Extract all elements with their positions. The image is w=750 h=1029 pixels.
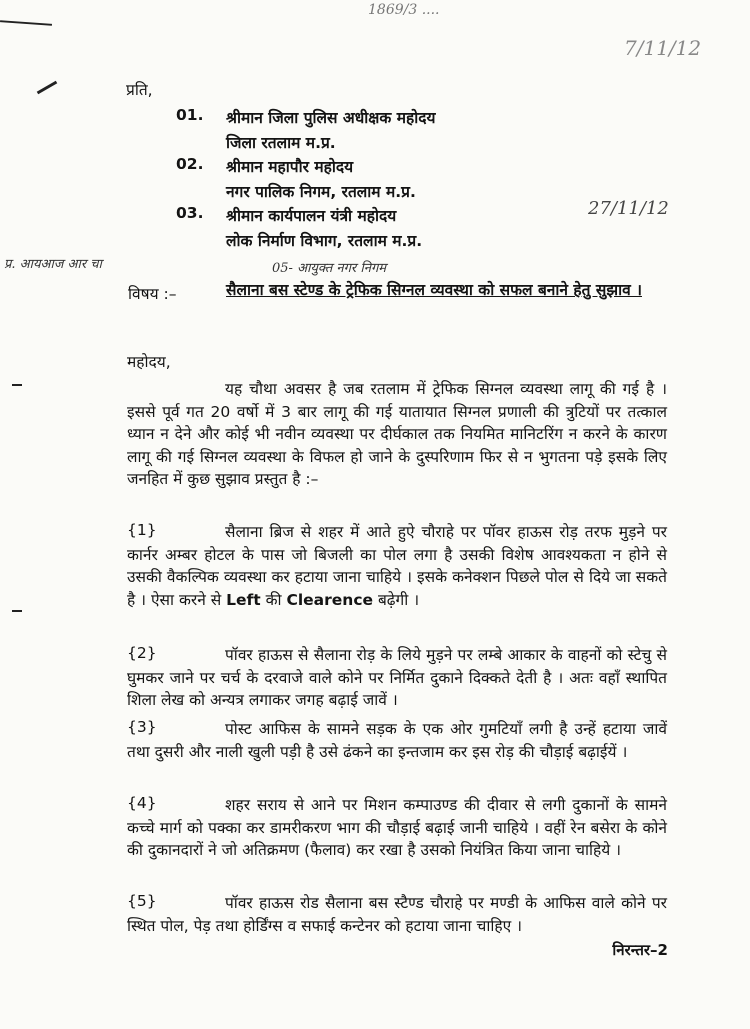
intro-paragraph bbox=[127, 378, 667, 491]
intro-text: यह चौथा अवसर है जब रतलाम में ट्रेफिक सिग्नल व्यवस्था लागू की गई है । इससे पूर्व गत 20 वर्षो में 3 बार लागू की गई यातायात सिग्नल प्रणाली की त्रुटियों पर तत्काल ध्यान न देने और कोई भी नवीन व्यवस्था पर दीर्घकाल तक नियमित मानिटरिंग न करने के कारण लागू की गई सिग्नल व्यवस्था के विफल हो जाने के दुस्परिणाम फिर से न भुगतना पड़े इसके लिए जनहित में कुछ सुझाव प्रस्तुत है :– bbox=[127, 380, 667, 488]
margin-mark bbox=[0, 20, 52, 26]
item-text-bold: Left bbox=[226, 590, 261, 609]
handwritten-date: 27/11/12 bbox=[588, 198, 669, 219]
addressee-prefix: प्रति, bbox=[126, 81, 153, 99]
item-number: {2} bbox=[127, 644, 157, 662]
handwritten-date-top: 7/11/12 bbox=[624, 36, 702, 60]
item-text: शहर सराय से आने पर मिशन कम्पाउण्ड की दीवार से लगी दुकानों के सामने कच्चे मार्ग को पक्का कर डामरीकरण भाग की चौड़ाई बढ़ाई जानी चाहिये । वहीं रेन बसेरा के कोने की दुकानदारों ने जो अतिक्रमण (फैलाव) कर रखा है उसको नियंत्रित किया जाना चाहिये । bbox=[127, 796, 667, 859]
salutation: महोदय, bbox=[127, 353, 171, 371]
recipient-title: श्रीमान जिला पुलिस अधीक्षक महोदय bbox=[226, 109, 436, 127]
recipient-number: 01. bbox=[176, 106, 204, 124]
suggestion-item bbox=[127, 718, 667, 763]
item-text: पोस्ट आफिस के सामने सड़क के एक ओर गुमटियॉं लगी है उन्हें हटाया जावें तथा दुसरी और नाली खुली पड़ी है उसे ढंकने का इन्तजाम कर इस रोड़ की चौड़ाई बढ़ाईयें । bbox=[127, 720, 667, 761]
margin-mark bbox=[12, 384, 22, 386]
suggestion-item bbox=[127, 892, 667, 937]
handwritten-margin-note: प्र. आयआज आर चा bbox=[4, 257, 102, 272]
recipient-number: 03. bbox=[176, 204, 204, 222]
item-text: पॉवर हाऊस से सैलाना रोड़ के लिये मुड़ने पर लम्बे आकार के वाहनों को स्टेचु से घुमकर जाने पर चर्च के दरवाजे वाले कोने पर निर्मित दुकाने दिक्कते देती है । अतः वहॉं स्थापित शिला लेख को अन्यत्र लगाकर जगह बढ़ाई जावें । bbox=[127, 646, 667, 709]
recipient-title: श्रीमान कार्यपालन यंत्री महोदय bbox=[226, 207, 397, 225]
item-text: बढ़ेगी । bbox=[373, 590, 420, 609]
suggestion-item bbox=[127, 521, 667, 611]
item-text: पॉवर हाऊस रोड सैलाना बस स्टैण्ड चौराहे पर मण्डी के आफिस वाले कोने पर स्थित पोल, पेड़ तथा होर्डिंग्स व सफाई कन्टेनर को हटाया जाना चाहिए । bbox=[127, 894, 667, 935]
margin-mark bbox=[12, 610, 22, 612]
recipient-title: श्रीमान महापौर महोदय bbox=[226, 158, 354, 176]
item-number: {5} bbox=[127, 892, 157, 910]
subject-text: सैलाना बस स्टेण्ड के ट्रेफिक सिग्नल व्यवस्था को सफल बनाने हेतु सुझाव । bbox=[226, 281, 642, 299]
item-number: {3} bbox=[127, 718, 157, 736]
continued-marker: निरन्तर–2 bbox=[612, 941, 668, 959]
item-text: सैलाना ब्रिज से शहर में आते हुऐ चौराहे पर पॉवर हाऊस रोड़ तरफ मुड़ने पर कार्नर अम्बर होटल के पास जो बिजली का पोल लगा है उसकी विशेष आवश्यकता न होने से उसकी वैकल्पिक व्यवस्था कर हटाया जाना चाहिये । इसके कनेक्शन पिछले पोल से दिये जा सकते है । ऐसा करने से bbox=[127, 523, 667, 609]
recipient-address: जिला रतलाम म.प्र. bbox=[226, 134, 336, 152]
item-number: {4} bbox=[127, 794, 157, 812]
suggestion-item bbox=[127, 644, 667, 712]
item-text: की bbox=[260, 590, 287, 609]
suggestion-item bbox=[127, 794, 667, 862]
recipient-number: 02. bbox=[176, 155, 204, 173]
handwritten-note-subject: 05- आयुक्त नगर निगम bbox=[272, 261, 387, 276]
item-number: {1} bbox=[127, 521, 157, 539]
recipient-address: लोक निर्माण विभाग, रतलाम म.प्र. bbox=[226, 232, 423, 250]
recipient-address: नगर पालिक निगम, रतलाम म.प्र. bbox=[226, 183, 416, 201]
margin-mark bbox=[37, 81, 58, 95]
item-text-bold: Clearence bbox=[286, 590, 374, 609]
subject-label: विषय :– bbox=[128, 285, 177, 303]
handwritten-note-top: 1869/3 .... bbox=[368, 2, 440, 18]
